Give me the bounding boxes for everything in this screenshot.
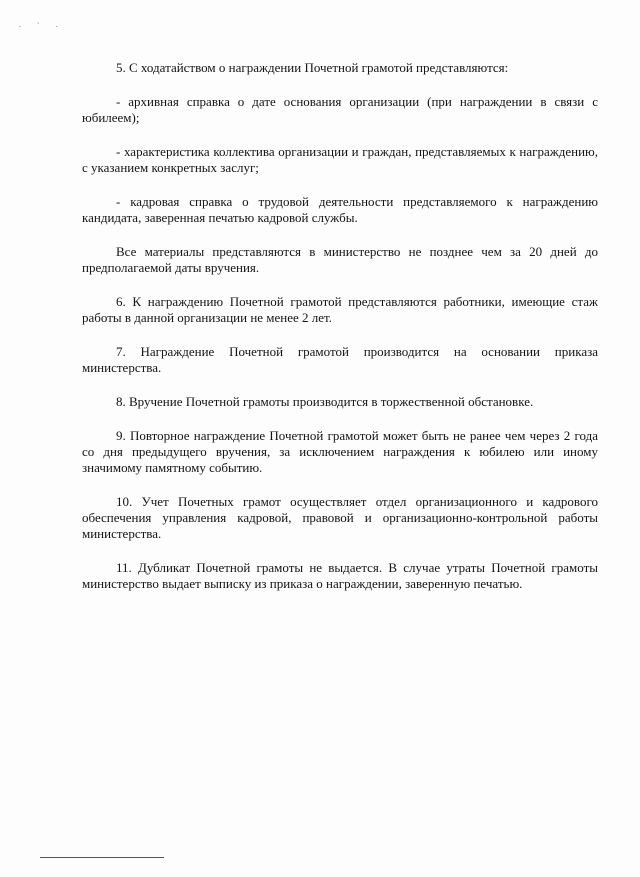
paragraph-11: 11. Дубликат Почетной грамоты не выдается. В случае утраты Почетной грамоты министерство выдает выписку из приказа о награждении, заверенную печатью. (82, 560, 598, 591)
list-item-archive-certificate: - архивная справка о дате основания организации (при награждении в связи с юбилеем); (82, 94, 598, 125)
paragraph-8: 8. Вручение Почетной грамоты производится в торжественной обстановке. (116, 394, 534, 409)
paragraph-7: 7. Награждение Почетной грамотой производится на основании приказа министерства. (82, 344, 598, 375)
paragraph-10: 10. Учет Почетных грамот осуществляет отдел организационного и кадрового обеспечения управления кадровой, правовой и организационно-контрольной работы министерства. (82, 494, 598, 541)
footer-rule (40, 857, 164, 858)
list-item-personnel-certificate: - кадровая справка о трудовой деятельности представляемого к награждению кандидата, заверенная печатью кадровой службы. (82, 194, 598, 225)
paragraph-5: 5. С ходатайством о награждении Почетной грамотой представляются: (116, 60, 509, 75)
paragraph-materials-deadline: Все материалы представляются в министерство не позднее чем за 20 дней до предполагаемой даты вручения. (82, 244, 598, 275)
document-body (82, 60, 598, 592)
paragraph-9: 9. Повторное награждение Почетной грамотой может быть не ранее чем через 2 года со дня предыдущего вручения, за исключением награждения к юбилею или иному значимому памятному событию. (82, 428, 598, 475)
list-item-collective-characteristic: - характеристика коллектива организации и граждан, представляемых к награждению, с указанием конкретных заслуг; (82, 144, 598, 175)
paragraph-6: 6. К награждению Почетной грамотой представляются работники, имеющие стаж работы в данной организации не менее 2 лет. (82, 294, 598, 325)
scan-artifact: · ˋ · (18, 21, 65, 33)
